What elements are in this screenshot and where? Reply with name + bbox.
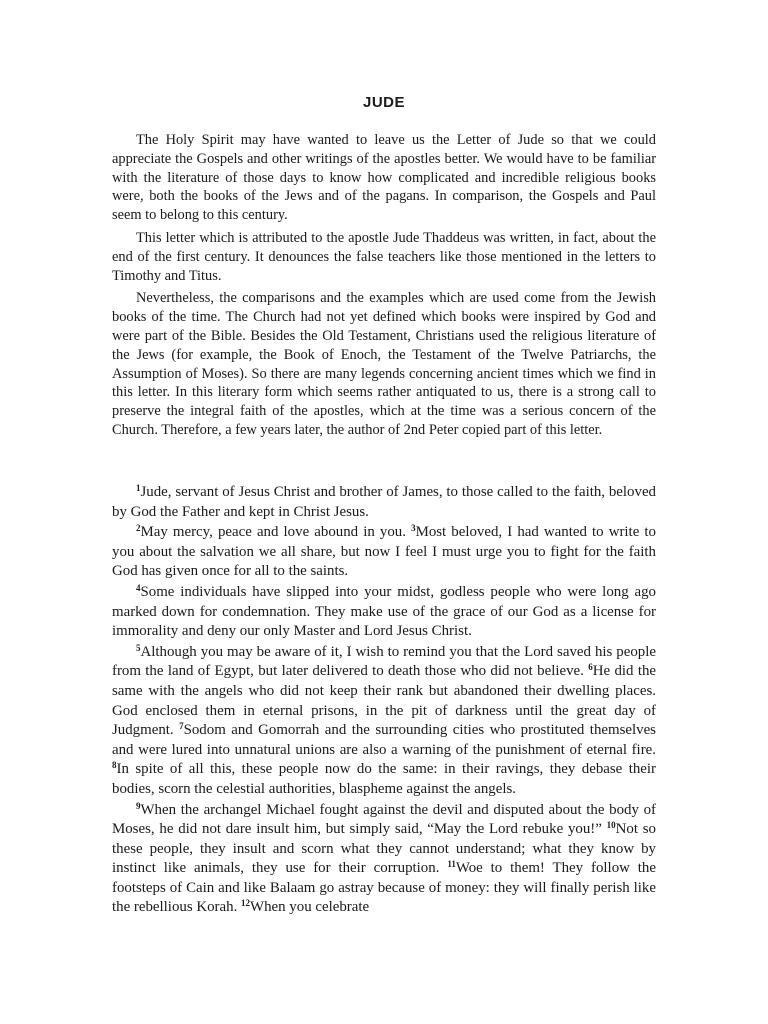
verse-number: 2 (136, 523, 141, 534)
verse-paragraph (112, 483, 656, 522)
verse-text: Although you may be aware of it, I wish to remind you that the Lord saved his people from the land of Egypt, but later delivered to death those who did not believe. (112, 643, 656, 680)
verse-number: 11 (447, 859, 456, 870)
verse-number: 12 (241, 898, 251, 909)
verse-text: May mercy, peace and love abound in you. (140, 524, 406, 541)
verse-number: 10 (606, 820, 616, 831)
page-title: JUDE (362, 94, 405, 111)
verse-number: 8 (112, 760, 117, 771)
verse-text: Most beloved, I had wanted to write to you about the salvation we all share, but now I feel I must urge you to fight for the faith God has given once for all to the saints. (112, 524, 656, 580)
intro-paragraph: This letter which is attributed to the apostle Jude Thaddeus was written, in fact, about the end of the first century. It denounces the false teachers like those mentioned in the letters to Timothy and Titus. (112, 229, 656, 284)
verse-text: In spite of all this, these people now do the same: in their ravings, they debase their bodies, scorn the celestial authorities, blaspheme against the angels. (112, 761, 656, 797)
verse-number: 3 (411, 523, 416, 534)
scripture-text (112, 483, 656, 918)
intro-paragraph: The Holy Spirit may have wanted to leave us the Letter of Jude so that we could appreciate the Gospels and other writings of the apostles better. We would have to be familiar with the literature of those days to know how complicated and incredible religious books were, both the books of the Jews and of the pagans. In comparison, the Gospels and Paul seem to belong to this century. (112, 132, 656, 224)
verse-number: 7 (179, 721, 184, 732)
verse-number: 6 (588, 662, 593, 673)
verse-text: Jude, servant of Jesus Christ and brother of James, to those called to the faith, beloved by God the Father and kept in Christ Jesus. (112, 484, 656, 520)
introduction (112, 131, 656, 440)
verse-number: 5 (136, 642, 141, 653)
verse-text: When the archangel Michael fought against the devil and disputed about the body of Moses, he did not dare insult him, but simply said, “May the Lord rebuke you!” (112, 801, 656, 838)
verse-number: 4 (136, 582, 141, 593)
verse-paragraph (112, 801, 656, 919)
verse-text: He did the same with the angels who did not keep their rank but abandoned their dwelling places. God enclosed them in eternal prisons, in the pit of darkness until the great day of Judgment. (112, 663, 657, 739)
verse-text: Not so these people, they insult and scorn what they cannot understand; what they know by instinct like animals, they use for their corruption. (112, 821, 656, 877)
verse-text: Some individuals have slipped into your midst, godless people who were long ago marked down for condemnation. They make use of the grace of our God as a license for immorality and deny our only Master and Lord Jesus Christ. (112, 583, 656, 640)
verse-number: 9 (136, 800, 141, 811)
verse-paragraph (112, 643, 656, 800)
verse-text: Woe to them! They follow the footsteps of Cain and like Balaam go astray because of money: they will finally perish like the rebellious Korah. (112, 860, 656, 916)
verse-paragraph (112, 583, 656, 642)
verse-text: Sodom and Gomorrah and the surrounding cities who prostituted themselves and were lured into unnatural unions are also a warning of the punishment of eternal fire. (112, 722, 656, 758)
verse-number: 1 (136, 483, 141, 493)
verse-text: When you celebrate (250, 899, 370, 916)
verse-paragraph (112, 523, 656, 582)
intro-paragraph: Nevertheless, the comparisons and the examples which are used come from the Jewish books of the time. The Church had not yet defined which books were inspired by God and were part of the Bible. Besides the Old Testament, Christians used the religious literature of the Jews (for example, the Book of Enoch, the Testament of the Twelve Patriarchs, the Assumption of Moses). So there are many legends concerning ancient times which we find in this letter. In this literary form which seems rather antiquated to us, there is a strong call to preserve the integral faith of the apostles, which at the time was a serious concern of the Church. Therefore, a few years later, the author of 2nd Peter copied part of this letter. (112, 290, 656, 438)
